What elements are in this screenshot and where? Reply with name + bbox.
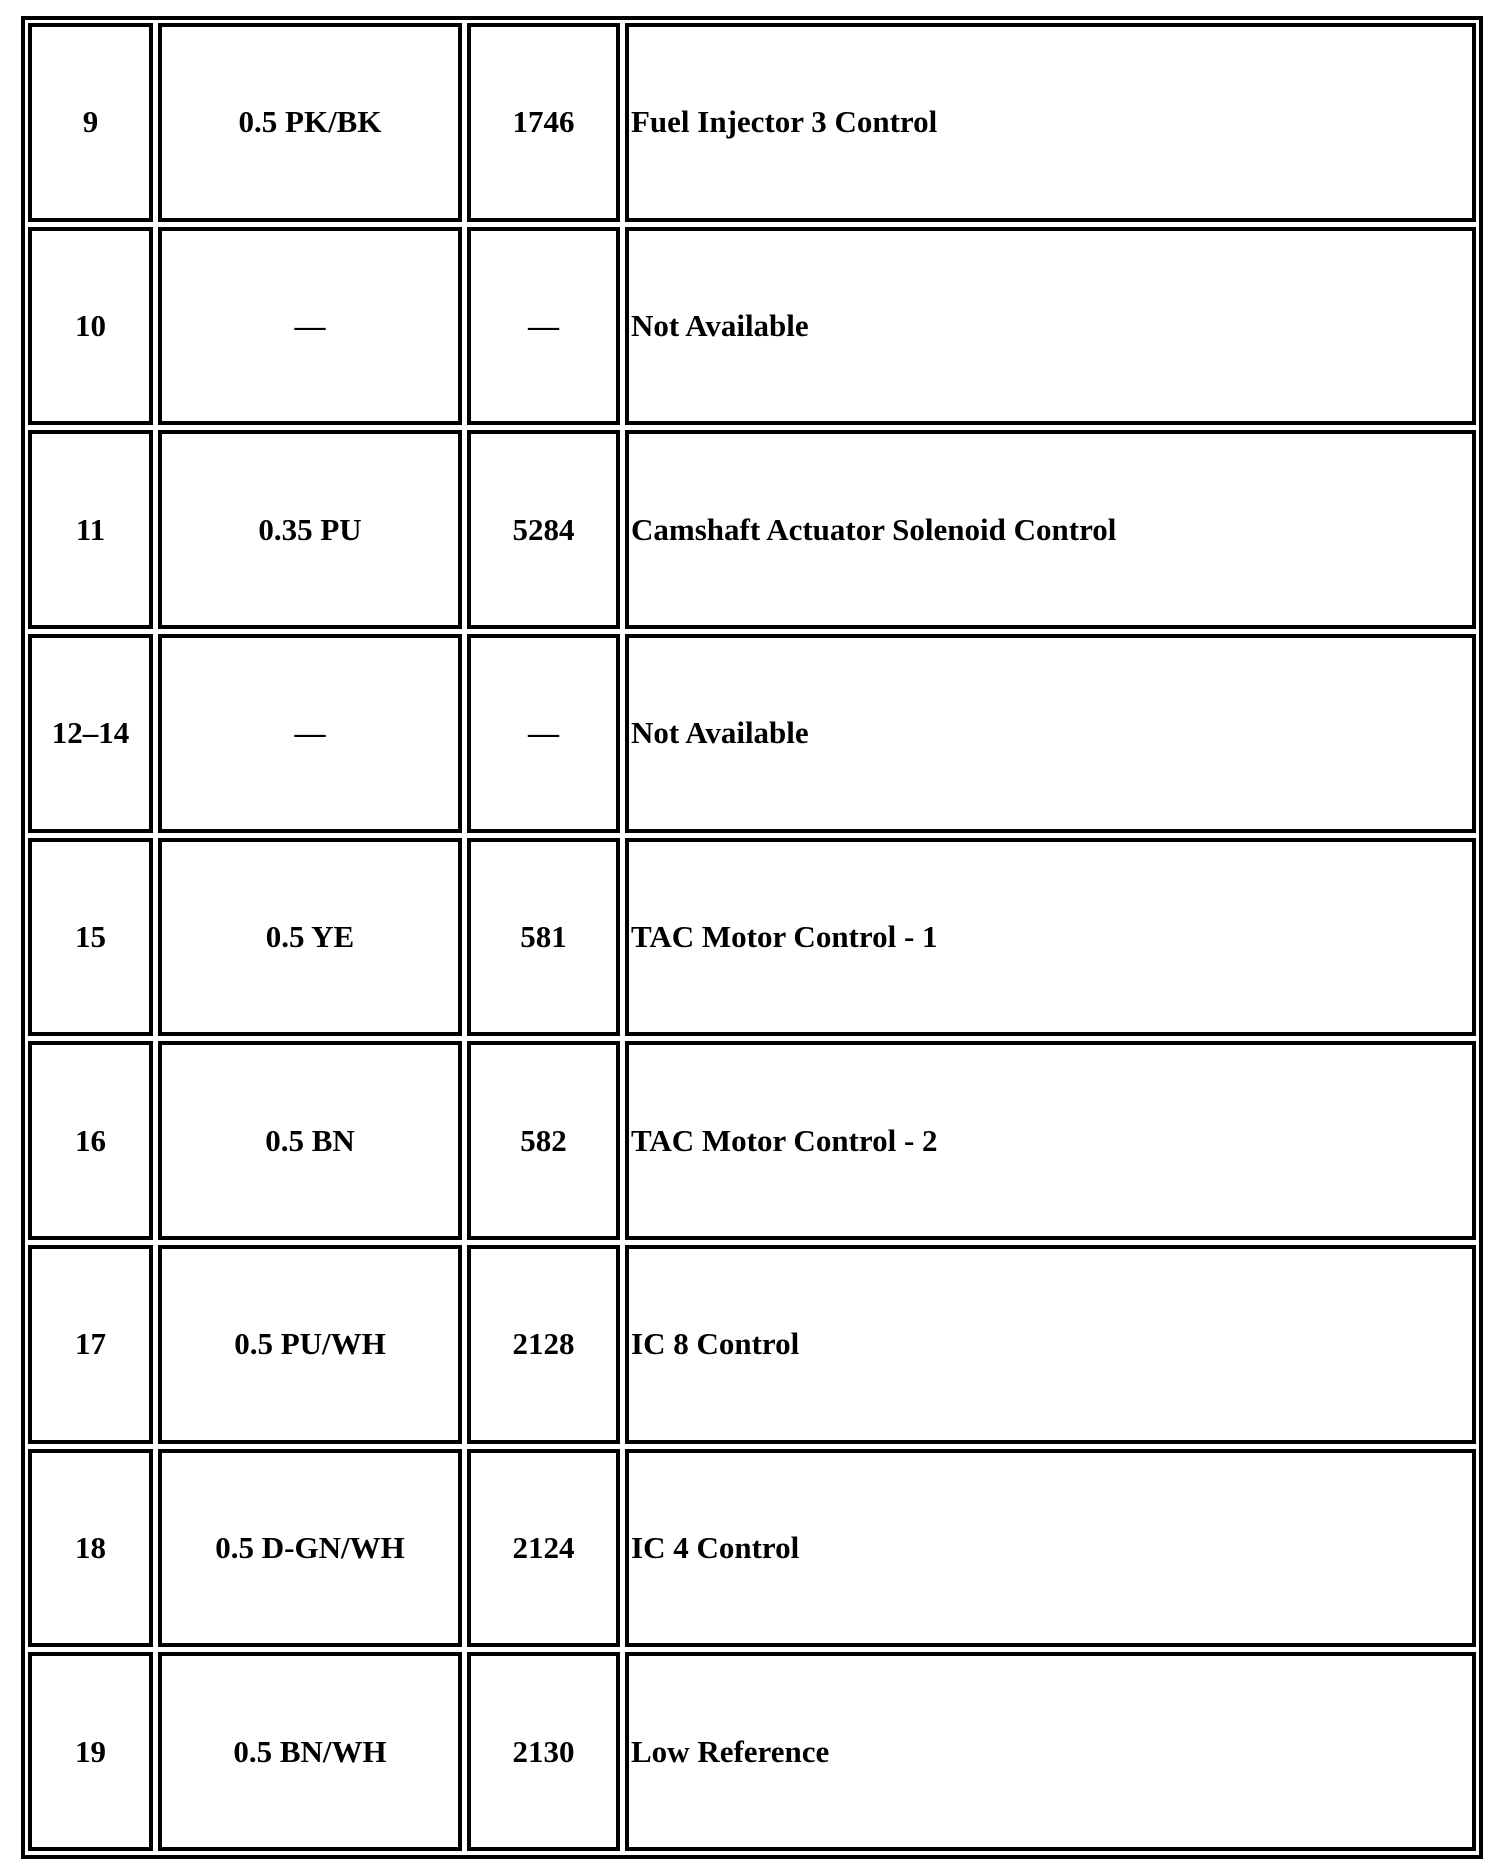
function-cell: Not Available [625,634,1476,833]
table-row [28,1245,1476,1444]
circuit-cell: 2130 [467,1652,620,1851]
function-cell: Not Available [625,227,1476,426]
table-row [28,430,1476,629]
table-row [28,227,1476,426]
pin-cell: 16 [28,1041,153,1240]
table-row [28,838,1476,1037]
pin-cell: 11 [28,430,153,629]
function-cell: IC 4 Control [625,1449,1476,1648]
circuit-cell: 2124 [467,1449,620,1648]
circuit-cell: 5284 [467,430,620,629]
circuit-cell: 2128 [467,1245,620,1444]
wire-cell: 0.35 PU [158,430,462,629]
wire-cell: 0.5 YE [158,838,462,1037]
pin-cell: 18 [28,1449,153,1648]
pin-cell: 12–14 [28,634,153,833]
pin-cell: 17 [28,1245,153,1444]
pin-cell: 10 [28,227,153,426]
wire-cell: — [158,634,462,833]
wire-cell: 0.5 BN [158,1041,462,1240]
circuit-cell: 1746 [467,23,620,222]
table-row [28,1652,1476,1851]
function-cell: Fuel Injector 3 Control [625,23,1476,222]
table-row [28,1041,1476,1240]
wire-cell: 0.5 PK/BK [158,23,462,222]
wire-cell: 0.5 BN/WH [158,1652,462,1851]
pin-cell: 19 [28,1652,153,1851]
table-row [28,23,1476,222]
function-cell: Camshaft Actuator Solenoid Control [625,430,1476,629]
circuit-cell: 581 [467,838,620,1037]
wire-cell: 0.5 D-GN/WH [158,1449,462,1648]
function-cell: IC 8 Control [625,1245,1476,1444]
function-cell: Low Reference [625,1652,1476,1851]
circuit-cell: — [467,227,620,426]
wire-cell: 0.5 PU/WH [158,1245,462,1444]
circuit-cell: — [467,634,620,833]
wire-cell: — [158,227,462,426]
table-row [28,1449,1476,1648]
table-row [28,634,1476,833]
connector-pinout-table-frame [21,16,1483,1859]
pin-cell: 15 [28,838,153,1037]
circuit-cell: 582 [467,1041,620,1240]
function-cell: TAC Motor Control - 2 [625,1041,1476,1240]
pin-cell: 9 [28,23,153,222]
function-cell: TAC Motor Control - 1 [625,838,1476,1037]
connector-pinout-table [23,18,1481,1856]
